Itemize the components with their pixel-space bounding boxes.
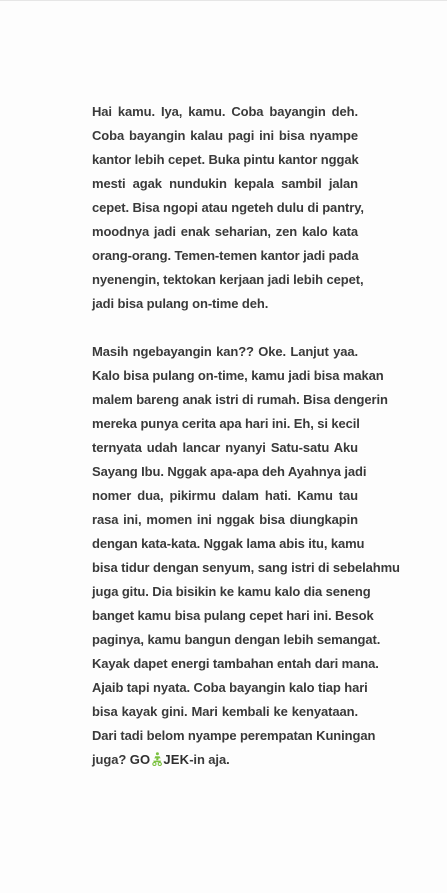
text-line: paginya, kamu bangun dengan lebih semangat.: [92, 632, 381, 647]
text-line: malem bareng anak istri di rumah. Bisa dengerin: [92, 392, 388, 407]
text-line: Sayang Ibu. Nggak apa-apa deh Ayahnya jadi: [92, 464, 367, 479]
paragraph-2: [92, 340, 400, 772]
text-line: ternyata udah lancar nyanyi Satu-satu Aku: [92, 440, 358, 455]
text-line: mereka punya cerita apa hari ini. Eh, si kecil: [92, 416, 360, 431]
text-line: rasa ini, momen ini nggak bisa diungkapin: [92, 512, 358, 527]
text-line: nyenengin, tektokan kerjaan jadi lebih cepet,: [92, 272, 364, 287]
text-line: dengan kata-kata. Nggak lama abis itu, kamu: [92, 536, 365, 551]
text-line: Coba bayangin kalau pagi ini bisa nyampe: [92, 128, 358, 143]
article-body: [92, 100, 400, 772]
text-line: cepet. Bisa ngopi atau ngeteh dulu di pantry,: [92, 200, 364, 215]
text-line: Kalo bisa pulang on-time, kamu jadi bisa makan: [92, 368, 384, 383]
text-line: juga gitu. Dia bisikin ke kamu kalo dia seneng: [92, 584, 371, 599]
text-line: banget kamu bisa pulang cepet hari ini. Besok: [92, 608, 374, 623]
text-line: bisa kayak gini. Mari kembali ke kenyataan.: [92, 704, 358, 719]
gojek-rider-icon: [151, 750, 163, 764]
text-line: kantor lebih cepet. Buka pintu kantor nggak: [92, 152, 359, 167]
closing-suffix: -in aja.: [189, 752, 230, 767]
text-line: jadi bisa pulang on-time deh.: [92, 296, 269, 311]
brand-go: GO: [129, 752, 151, 767]
text-line: Kayak dapet energi tambahan entah dari mana.: [92, 656, 379, 671]
text-line: Hai kamu. Iya, kamu. Coba bayangin deh.: [92, 104, 358, 119]
text-line: nomer dua, pikirmu dalam hati. Kamu tau: [92, 488, 358, 503]
text-line: moodnya jadi enak seharian, zen kalo kata: [92, 224, 358, 239]
text-line: orang-orang. Temen-temen kantor jadi pada: [92, 248, 359, 263]
text-line: Dari tadi belom nyampe perempatan Kuningan: [92, 728, 376, 743]
text-line: Masih ngebayangin kan?? Oke. Lanjut yaa.: [92, 344, 358, 359]
brand-jek: JEK: [163, 752, 190, 767]
closing-prefix: juga?: [92, 752, 130, 767]
text-line: Ajaib tapi nyata. Coba bayangin kalo tiap hari: [92, 680, 368, 695]
closing-line: [92, 748, 358, 772]
paragraph-1: [92, 100, 364, 316]
paragraph-spacer: [92, 316, 358, 340]
text-line: bisa tidur dengan senyum, sang istri di sebelahmu: [92, 560, 400, 575]
text-line: mesti agak nundukin kepala sambil jalan: [92, 176, 358, 191]
